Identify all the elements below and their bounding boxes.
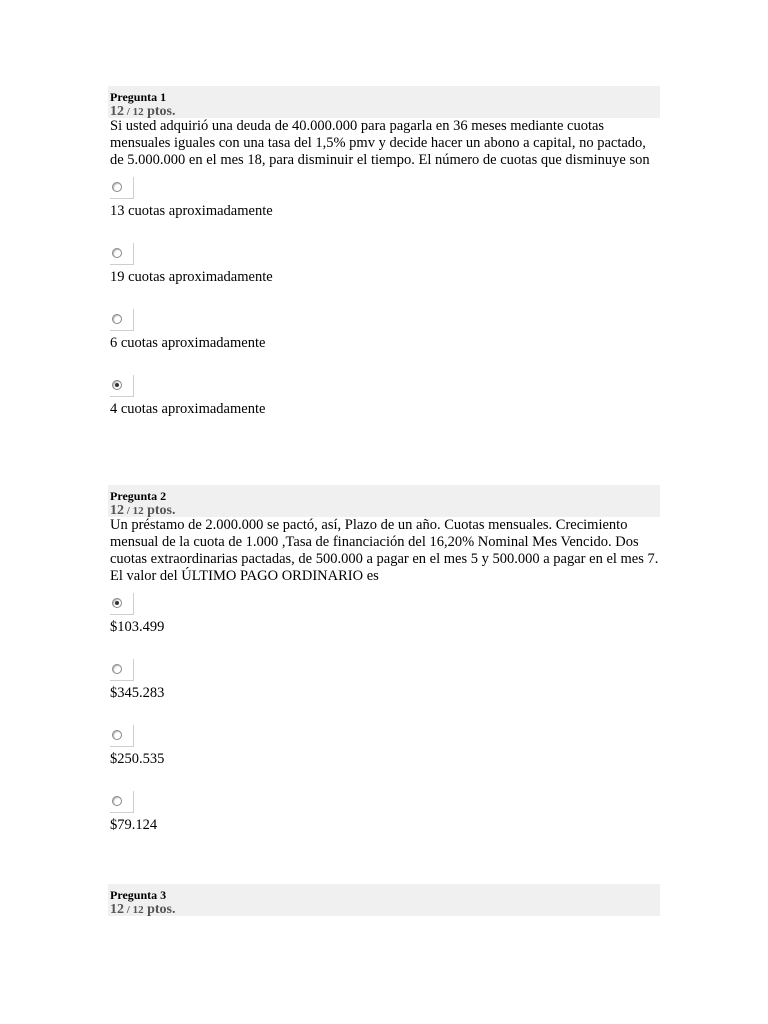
- radio-unchecked-icon[interactable]: [112, 314, 122, 324]
- radio-unchecked-icon[interactable]: [112, 664, 122, 674]
- radio-box[interactable]: [110, 659, 134, 681]
- points-unit: ptos.: [143, 104, 176, 119]
- radio-box[interactable]: [110, 791, 134, 813]
- radio-box[interactable]: [110, 309, 134, 331]
- radio-unchecked-icon[interactable]: [112, 796, 122, 806]
- question-title: Pregunta 2: [110, 489, 167, 503]
- answer-option[interactable]: [108, 659, 660, 725]
- answer-option[interactable]: [108, 725, 660, 791]
- answer-option[interactable]: [108, 593, 660, 659]
- points-max: 12: [132, 106, 144, 118]
- answer-label: 13 cuotas aproximadamente: [110, 203, 273, 219]
- radio-box[interactable]: [110, 725, 134, 747]
- answer-label: 6 cuotas aproximadamente: [110, 335, 266, 351]
- question-header: [108, 884, 660, 916]
- question-title: Pregunta 3: [110, 888, 167, 902]
- answer-label: $250.535: [110, 751, 165, 767]
- radio-unchecked-icon[interactable]: [112, 248, 122, 258]
- answer-label: 19 cuotas aproximadamente: [110, 269, 273, 285]
- question-header: [108, 86, 660, 118]
- answer-label: 4 cuotas aproximadamente: [110, 401, 266, 417]
- points-separator: /: [124, 904, 133, 916]
- answer-option[interactable]: [108, 177, 660, 243]
- answer-label: $103.499: [110, 619, 165, 635]
- radio-checked-icon[interactable]: [112, 380, 122, 390]
- radio-unchecked-icon[interactable]: [112, 730, 122, 740]
- radio-box[interactable]: [110, 593, 134, 615]
- answer-label: $79.124: [110, 817, 158, 833]
- question-text: Si usted adquirió una deuda de 40.000.000 para pagarla en 36 meses mediante cuotas mensuales iguales con una tasa del 1,5% pmv y decide hacer un abono a capital, no pactado, de 5.000.000 en el mes 18, para disminuir el tiempo. El número de cuotas que disminuye son: [110, 118, 650, 168]
- question-header: [108, 485, 660, 517]
- answer-option[interactable]: [108, 243, 660, 309]
- points-max: 12: [132, 904, 144, 916]
- radio-checked-icon[interactable]: [112, 598, 122, 608]
- answer-option[interactable]: [108, 791, 660, 857]
- points-score: 12: [110, 902, 124, 917]
- question-2: [108, 485, 660, 857]
- question-1: [108, 86, 660, 441]
- points-unit: ptos.: [143, 503, 176, 518]
- question-title: Pregunta 1: [110, 90, 167, 104]
- radio-unchecked-icon[interactable]: [112, 182, 122, 192]
- points-separator: /: [124, 505, 133, 517]
- points-score: 12: [110, 503, 124, 518]
- points-unit: ptos.: [143, 902, 176, 917]
- points-separator: /: [124, 106, 133, 118]
- question-3: [108, 884, 660, 916]
- radio-box[interactable]: [110, 375, 134, 397]
- points-max: 12: [132, 505, 144, 517]
- radio-box[interactable]: [110, 177, 134, 199]
- answer-option[interactable]: [108, 309, 660, 375]
- question-points: [110, 902, 658, 918]
- question-text: Un préstamo de 2.000.000 se pactó, así, Plazo de un año. Cuotas mensuales. Crecimiento mensual de la cuota de 1.000 ,Tasa de financiación del 16,20% Nominal Mes Vencido. Dos cuotas extraordinarias pactadas, de 500.000 a pagar en el mes 5 y 500.000 a pagar en el mes 7. El valor del ÚLTIMO PAGO ORDINARIO es: [110, 517, 659, 584]
- answer-option[interactable]: [108, 375, 660, 441]
- points-score: 12: [110, 104, 124, 119]
- answer-label: $345.283: [110, 685, 165, 701]
- radio-box[interactable]: [110, 243, 134, 265]
